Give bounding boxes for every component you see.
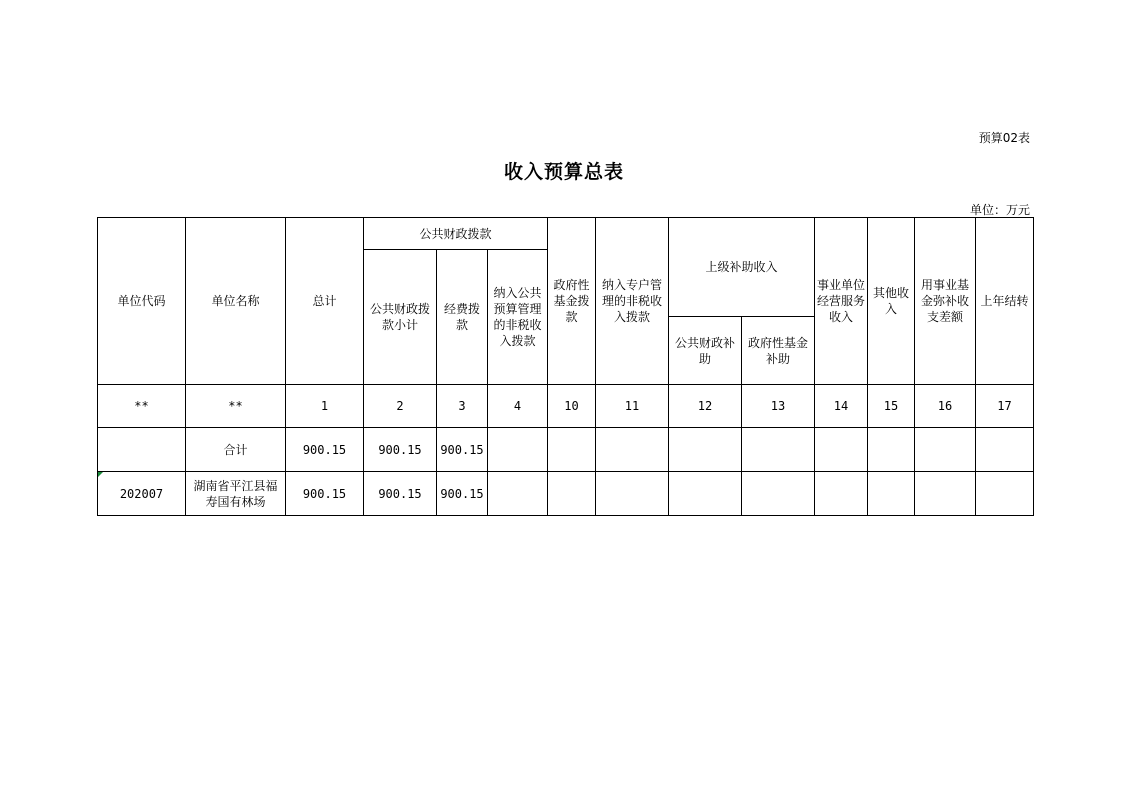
- header-superior-subsidy: 上级补助收入: [669, 218, 815, 317]
- index-cell: 11: [596, 385, 669, 428]
- cell-unit-code: [98, 428, 186, 472]
- cell-public-fiscal-subtotal: 900.15: [364, 472, 437, 516]
- index-cell: 10: [548, 385, 596, 428]
- header-non-tax-included: 纳入公共预算管理的非税收入拨款: [488, 250, 548, 385]
- header-public-fiscal: 公共财政拨款: [364, 218, 548, 250]
- index-cell: 2: [364, 385, 437, 428]
- income-budget-table: [97, 217, 1034, 516]
- header-total: 总计: [286, 218, 364, 385]
- table-row: [98, 472, 1034, 516]
- cell-other-income: [868, 472, 915, 516]
- cell-expense-allocation: 900.15: [437, 428, 488, 472]
- index-row: [98, 385, 1034, 428]
- cell-prior-year-balance: [976, 428, 1034, 472]
- index-cell: 1: [286, 385, 364, 428]
- cell-unit-name: 合计: [186, 428, 286, 472]
- index-cell: 12: [669, 385, 742, 428]
- header-unit-name: 单位名称: [186, 218, 286, 385]
- header-other-income: 其他收入: [868, 218, 915, 385]
- index-cell: 15: [868, 385, 915, 428]
- header-non-tax-special: 纳入专户管理的非税收入拨款: [596, 218, 669, 385]
- index-cell: 4: [488, 385, 548, 428]
- cell-gov-fund: [548, 472, 596, 516]
- cell-superior-public-fiscal: [669, 472, 742, 516]
- cell-business-income: [815, 472, 868, 516]
- cell-superior-gov-fund: [742, 428, 815, 472]
- header-row-1: [98, 218, 1034, 250]
- cell-expense-allocation: 900.15: [437, 472, 488, 516]
- header-superior-public-fiscal: 公共财政补助: [669, 317, 742, 385]
- unit-label: 单位：万元: [969, 203, 1030, 217]
- index-cell: 14: [815, 385, 868, 428]
- cell-non-tax-special: [596, 472, 669, 516]
- index-cell: 17: [976, 385, 1034, 428]
- cell-prior-year-balance: [976, 472, 1034, 516]
- cell-business-income: [815, 428, 868, 472]
- cell-public-fiscal-subtotal: 900.15: [364, 428, 437, 472]
- index-cell: 3: [437, 385, 488, 428]
- cell-non-tax-included: [488, 472, 548, 516]
- cell-unit-name: 湖南省平江县福寿国有林场: [186, 472, 286, 516]
- cell-total: 900.15: [286, 472, 364, 516]
- header-unit-code: 单位代码: [98, 218, 186, 385]
- index-cell: **: [186, 385, 286, 428]
- header-business-income: 事业单位经营服务收入: [815, 218, 868, 385]
- index-cell: **: [98, 385, 186, 428]
- header-superior-gov-fund: 政府性基金补助: [742, 317, 815, 385]
- cell-superior-public-fiscal: [669, 428, 742, 472]
- index-cell: 13: [742, 385, 815, 428]
- form-code: 预算02表: [978, 131, 1030, 145]
- cell-other-income: [868, 428, 915, 472]
- cell-superior-gov-fund: [742, 472, 815, 516]
- table-row: [98, 428, 1034, 472]
- cell-fund-offset: [915, 472, 976, 516]
- cell-gov-fund: [548, 428, 596, 472]
- header-gov-fund: 政府性基金拨款: [548, 218, 596, 385]
- cell-total: 900.15: [286, 428, 364, 472]
- cell-unit-code: 202007: [98, 472, 186, 516]
- cell-non-tax-included: [488, 428, 548, 472]
- header-expense-allocation: 经费拨款: [437, 250, 488, 385]
- header-public-fiscal-subtotal: 公共财政拨款小计: [364, 250, 437, 385]
- cell-non-tax-special: [596, 428, 669, 472]
- page-title: 收入预算总表: [503, 161, 624, 183]
- cell-fund-offset: [915, 428, 976, 472]
- header-prior-year-balance: 上年结转: [976, 218, 1034, 385]
- index-cell: 16: [915, 385, 976, 428]
- header-fund-offset: 用事业基金弥补收支差额: [915, 218, 976, 385]
